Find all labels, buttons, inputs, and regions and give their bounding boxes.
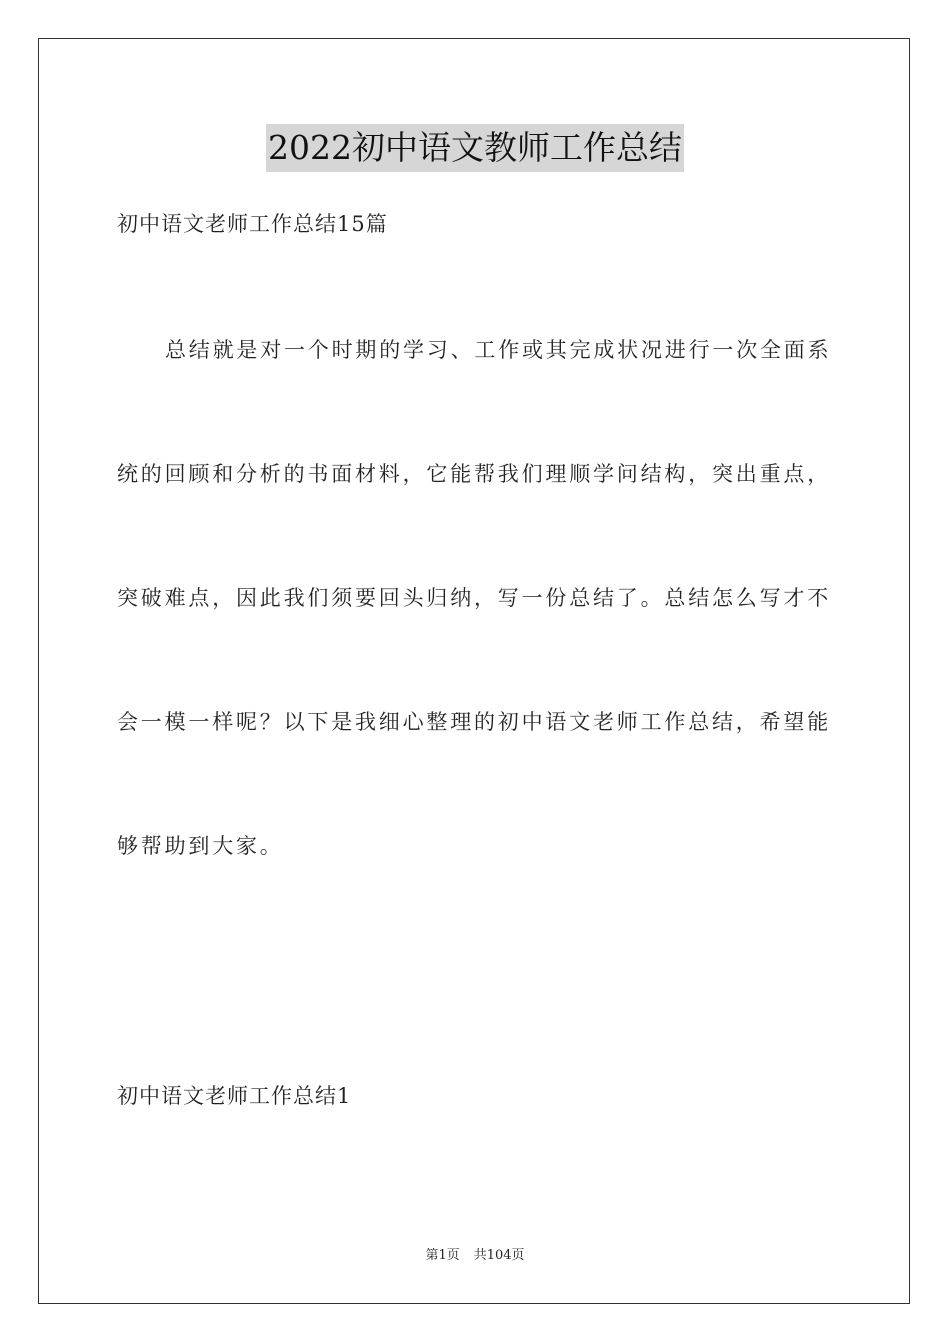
intro-line-5: 够帮助到大家。 bbox=[117, 834, 284, 858]
page-number: 第1页 bbox=[425, 1248, 460, 1263]
intro-line-3: 突破难点，因此我们须要回头归纳，写一份总结了。总结怎么写才不 bbox=[117, 586, 831, 610]
intro-line-4: 会一模一样呢？以下是我细心整理的初中语文老师工作总结，希望能 bbox=[117, 710, 831, 734]
document-title: 2022初中语文教师工作总结 bbox=[266, 124, 684, 172]
page-footer bbox=[0, 1246, 950, 1266]
section-heading: 初中语文老师工作总结1 bbox=[117, 1084, 352, 1108]
intro-line-1: 总结就是对一个时期的学习、工作或其完成状况进行一次全面系 bbox=[165, 338, 832, 362]
title-container bbox=[0, 124, 950, 172]
document-subtitle: 初中语文老师工作总结15篇 bbox=[117, 212, 388, 236]
intro-line-2: 统的回顾和分析的书面材料，它能帮我们理顺学问结构，突出重点， bbox=[117, 462, 831, 486]
total-pages: 共104页 bbox=[473, 1248, 525, 1263]
